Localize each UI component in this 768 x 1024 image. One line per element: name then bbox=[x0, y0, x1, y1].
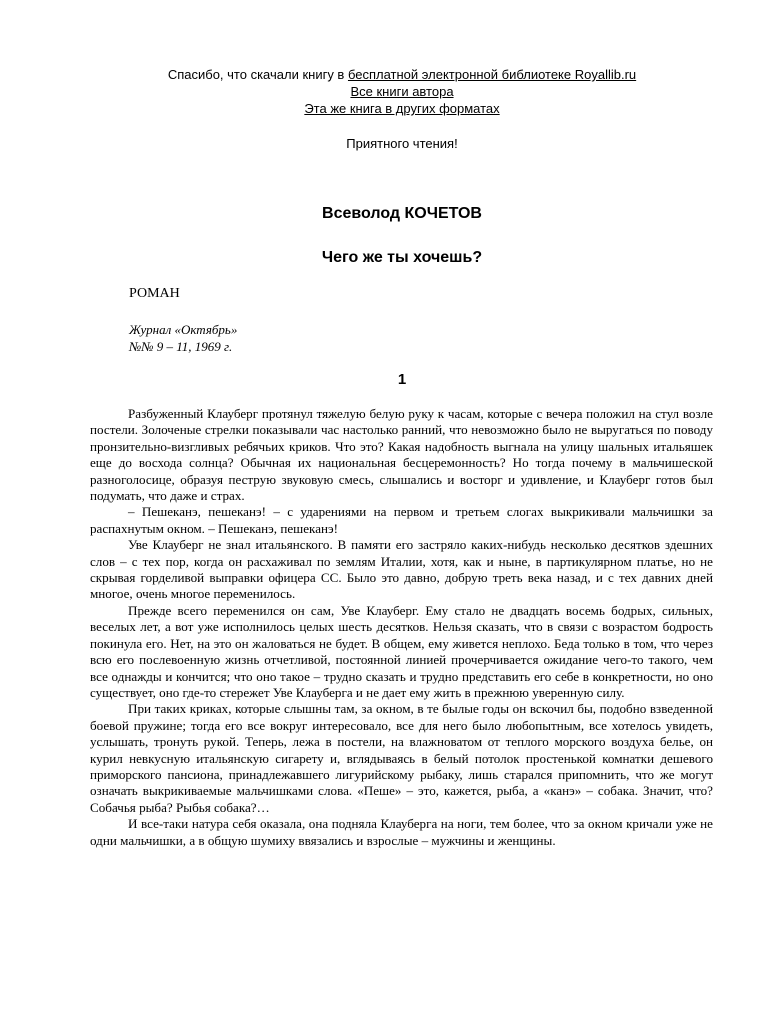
chapter-body bbox=[90, 406, 713, 849]
chapter-heading: 1 bbox=[397, 371, 407, 388]
paragraph: При таких криках, которые слышны там, за окном, в те былые годы он вскочил бы, подобно взведенной боевой пружине; тогда его все вокруг интересовало, все для него было любопытным, все хотелось увидеть, услышать, тронуть рукой. Теперь, лежа в постели, на влажноватом от теплого морского воздуха белье, он курил невкусную итальянскую сигарету и, вглядываясь в белый потолок простенькой комнатки дешевого приморского пансиона, принадлежавшего лигурийскому рыбаку, лишь старался припомнить, что же могут означать выкрикиваемые мальчишками слова. «Пеше» – это, кажется, рыба, а «канэ» – собака. Значит, что? Собачья рыба? Рыбья собака?… bbox=[90, 701, 713, 815]
all-books-link[interactable]: Все книги автора bbox=[350, 84, 454, 99]
paragraph: И все-таки натура себя оказала, она подняла Клауберга на ноги, тем более, что за окном кричали уже не одни мальчишки, а в общую шумиху ввязались и взрослые – мужчины и женщины. bbox=[90, 816, 713, 848]
thanks-line bbox=[0, 66, 768, 83]
thanks-text: Спасибо, что скачали книгу в bbox=[167, 67, 348, 82]
greeting-text: Приятного чтения! bbox=[346, 136, 458, 151]
paragraph: Разбуженный Клауберг протянул тяжелую белую руку к часам, которые с вечера положил на стул возле постели. Золоченые стрелки показывали час настолько ранний, что невозможно было не выругаться по поводу пронзительно-визгливых ребячьих криков. Что это? Какая надобность выгнала на улицу шальных итальяшек еще до восхода солнца? Обычная их национальная бесцеремонность? Но тогда почему в мальчишеской разноголосице, образуя пеструю звуковую смесь, слышались и восторг и удивление, и Клауберг готов был подумать, что даже и страх. bbox=[90, 406, 713, 504]
book-title: Чего же ты хочешь? bbox=[321, 249, 483, 266]
journal-issues: №№ 9 – 11, 1969 г. bbox=[129, 339, 233, 354]
book-author: Всеволод КОЧЕТОВ bbox=[322, 205, 482, 222]
other-formats-link[interactable]: Эта же книга в других форматах bbox=[304, 101, 500, 116]
library-link[interactable]: бесплатной электронной библиотеке Royallib.ru bbox=[347, 67, 637, 82]
journal-name: Журнал «Октябрь» bbox=[129, 322, 238, 337]
paragraph: Прежде всего переменился он сам, Уве Клауберг. Ему стало не двадцать восемь бодрых, сильных, веселых лет, а вот уже исполнилось целых шесть десятков. Нельзя сказать, что в связи с возрастом бодрость покинула его. Нет, на это он жаловаться не будет. В общем, ему живется неплохо. Беда только в том, что через всю его послевоенную жизнь отчетливой, постоянной линией прочерчивается ожидание чего-то такого, чем все однажды и кончится; что оно такое – трудно сказать и трудно представить его себе в конкретности, но оно существует, оно где-то стережет Уве Клауберга и не дает ему жить в прежнюю уверенную силу. bbox=[90, 602, 713, 700]
paragraph: Уве Клауберг не знал итальянского. В памяти его застряло каких-нибудь несколько десятков здешних слов – с тех пор, когда он расхаживал по землям Италии, хотя, как и ныне, в партикулярном платье, но не скрывая горделивой выправки офицера СС. Было это давно, добрую треть века назад, и с тех давних дней многое, очень многое переменилось. bbox=[90, 537, 713, 602]
download-header bbox=[0, 66, 768, 117]
journal-info bbox=[129, 321, 237, 355]
paragraph: – Пешеканэ, пешеканэ! – с ударениями на первом и третьем слогах выкрикивали мальчишки за распахнутым окном. – Пешеканэ, пешеканэ! bbox=[90, 504, 713, 536]
book-genre: РОМАН bbox=[129, 286, 180, 301]
